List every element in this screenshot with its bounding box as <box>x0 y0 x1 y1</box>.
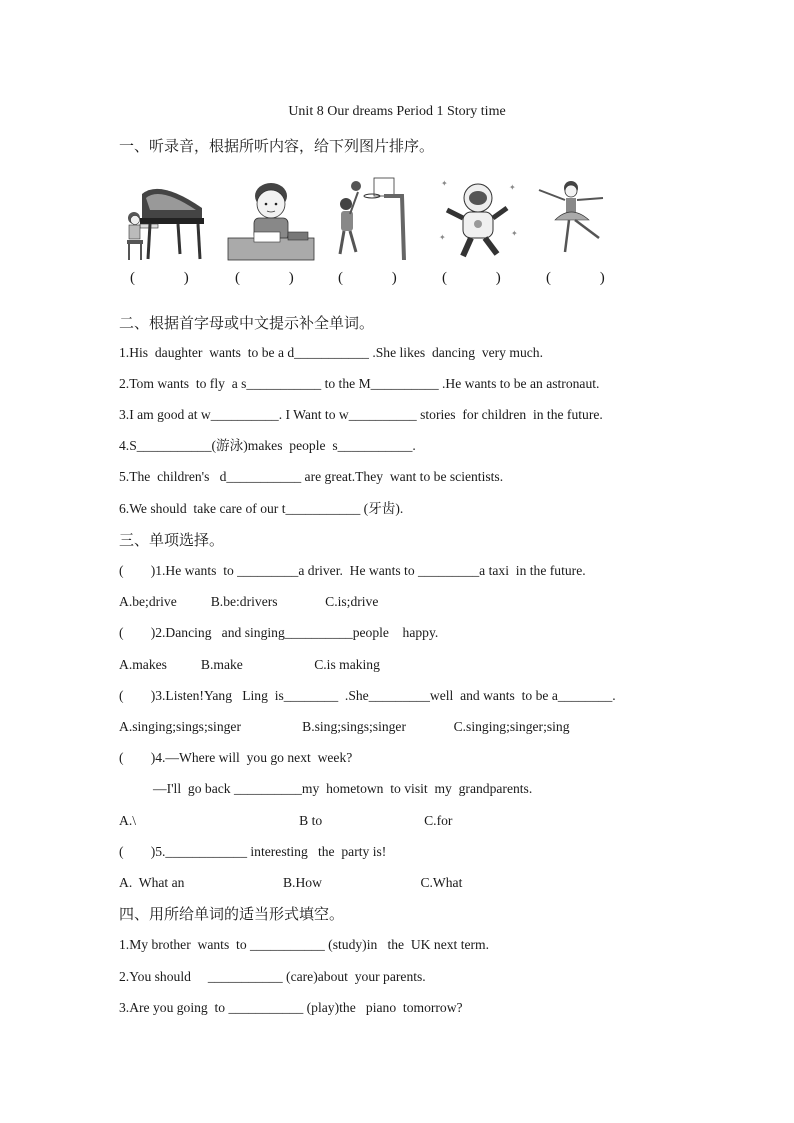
fill-in-question: 2.Tom wants to fly a s___________ to the M__________ .He wants to be an astronaut. <box>119 376 600 391</box>
fill-in-question: 1.His daughter wants to be a d___________ .She likes dancing very much. <box>119 345 543 360</box>
svg-text:✦: ✦ <box>439 233 446 242</box>
choice-question: ( )4.—Where will you go next week? <box>119 750 353 765</box>
answer-paren-3[interactable]: ( ) <box>338 270 397 286</box>
answer-paren-4[interactable]: ( ) <box>442 270 501 286</box>
fill-in-question: 4.S___________(游泳)makes people s___________. <box>119 438 416 453</box>
choice-question-reply: —I'll go back __________my hometown to visit my grandparents. <box>119 781 533 796</box>
fill-in-question: 5.The children's d___________ are great.They want to be scientists. <box>119 469 504 484</box>
section2-heading: 二、根据首字母或中文提示补全单词。 <box>119 314 375 332</box>
section4-heading: 四、用所给单词的适当形式填空。 <box>119 905 345 923</box>
choice-question: ( )2.Dancing and singing__________people happy. <box>119 625 439 640</box>
dancer-icon <box>533 174 623 264</box>
choice-options: A. What an B.How C.What <box>119 875 463 890</box>
svg-text:✦: ✦ <box>509 183 516 192</box>
piano-girl-icon <box>120 174 210 264</box>
choice-question: ( )1.He wants to _________a driver. He wants to _________a taxi in the future. <box>119 563 586 578</box>
svg-text:✦: ✦ <box>441 179 448 188</box>
answer-paren-1[interactable]: ( ) <box>130 270 189 286</box>
answer-paren-5[interactable]: ( ) <box>546 270 605 286</box>
word-form-question: 3.Are you going to ___________ (play)the piano tomorrow? <box>119 1000 463 1015</box>
svg-text:✦: ✦ <box>511 229 518 238</box>
choice-options: A.singing;sings;singer B.sing;sings;singer C.singing;singer;sing <box>119 719 570 734</box>
fill-in-question: 6.We should take care of our t___________ (牙齿). <box>119 501 404 516</box>
choice-options: A.be;drive B.be:drivers C.is;drive <box>119 594 379 609</box>
astronaut-icon <box>433 174 523 264</box>
section1-heading: 一、听录音，根据所听内容，给下列图片排序。 <box>119 137 435 155</box>
choice-question: ( )3.Listen!Yang Ling is________ .She_________well and wants to be a________. <box>119 688 616 703</box>
word-form-question: 1.My brother wants to ___________ (study)in the UK next term. <box>119 937 490 952</box>
choice-options: A.\ B to C.for <box>119 813 453 828</box>
fill-in-question: 3.I am good at w__________. I Want to w__________ stories for children in the future. <box>119 407 603 422</box>
basketball-girl-icon <box>332 174 422 264</box>
choice-options: A.makes B.make C.is making <box>119 657 380 672</box>
answer-paren-2[interactable]: ( ) <box>235 270 294 286</box>
page-title: Unit 8 Our dreams Period 1 Story time <box>288 104 506 119</box>
writing-boy-icon <box>226 174 316 264</box>
section3-heading: 三、单项选择。 <box>119 531 225 549</box>
choice-question: ( )5.____________ interesting the party is! <box>119 844 387 859</box>
word-form-question: 2.You should ___________ (care)about your parents. <box>119 969 426 984</box>
